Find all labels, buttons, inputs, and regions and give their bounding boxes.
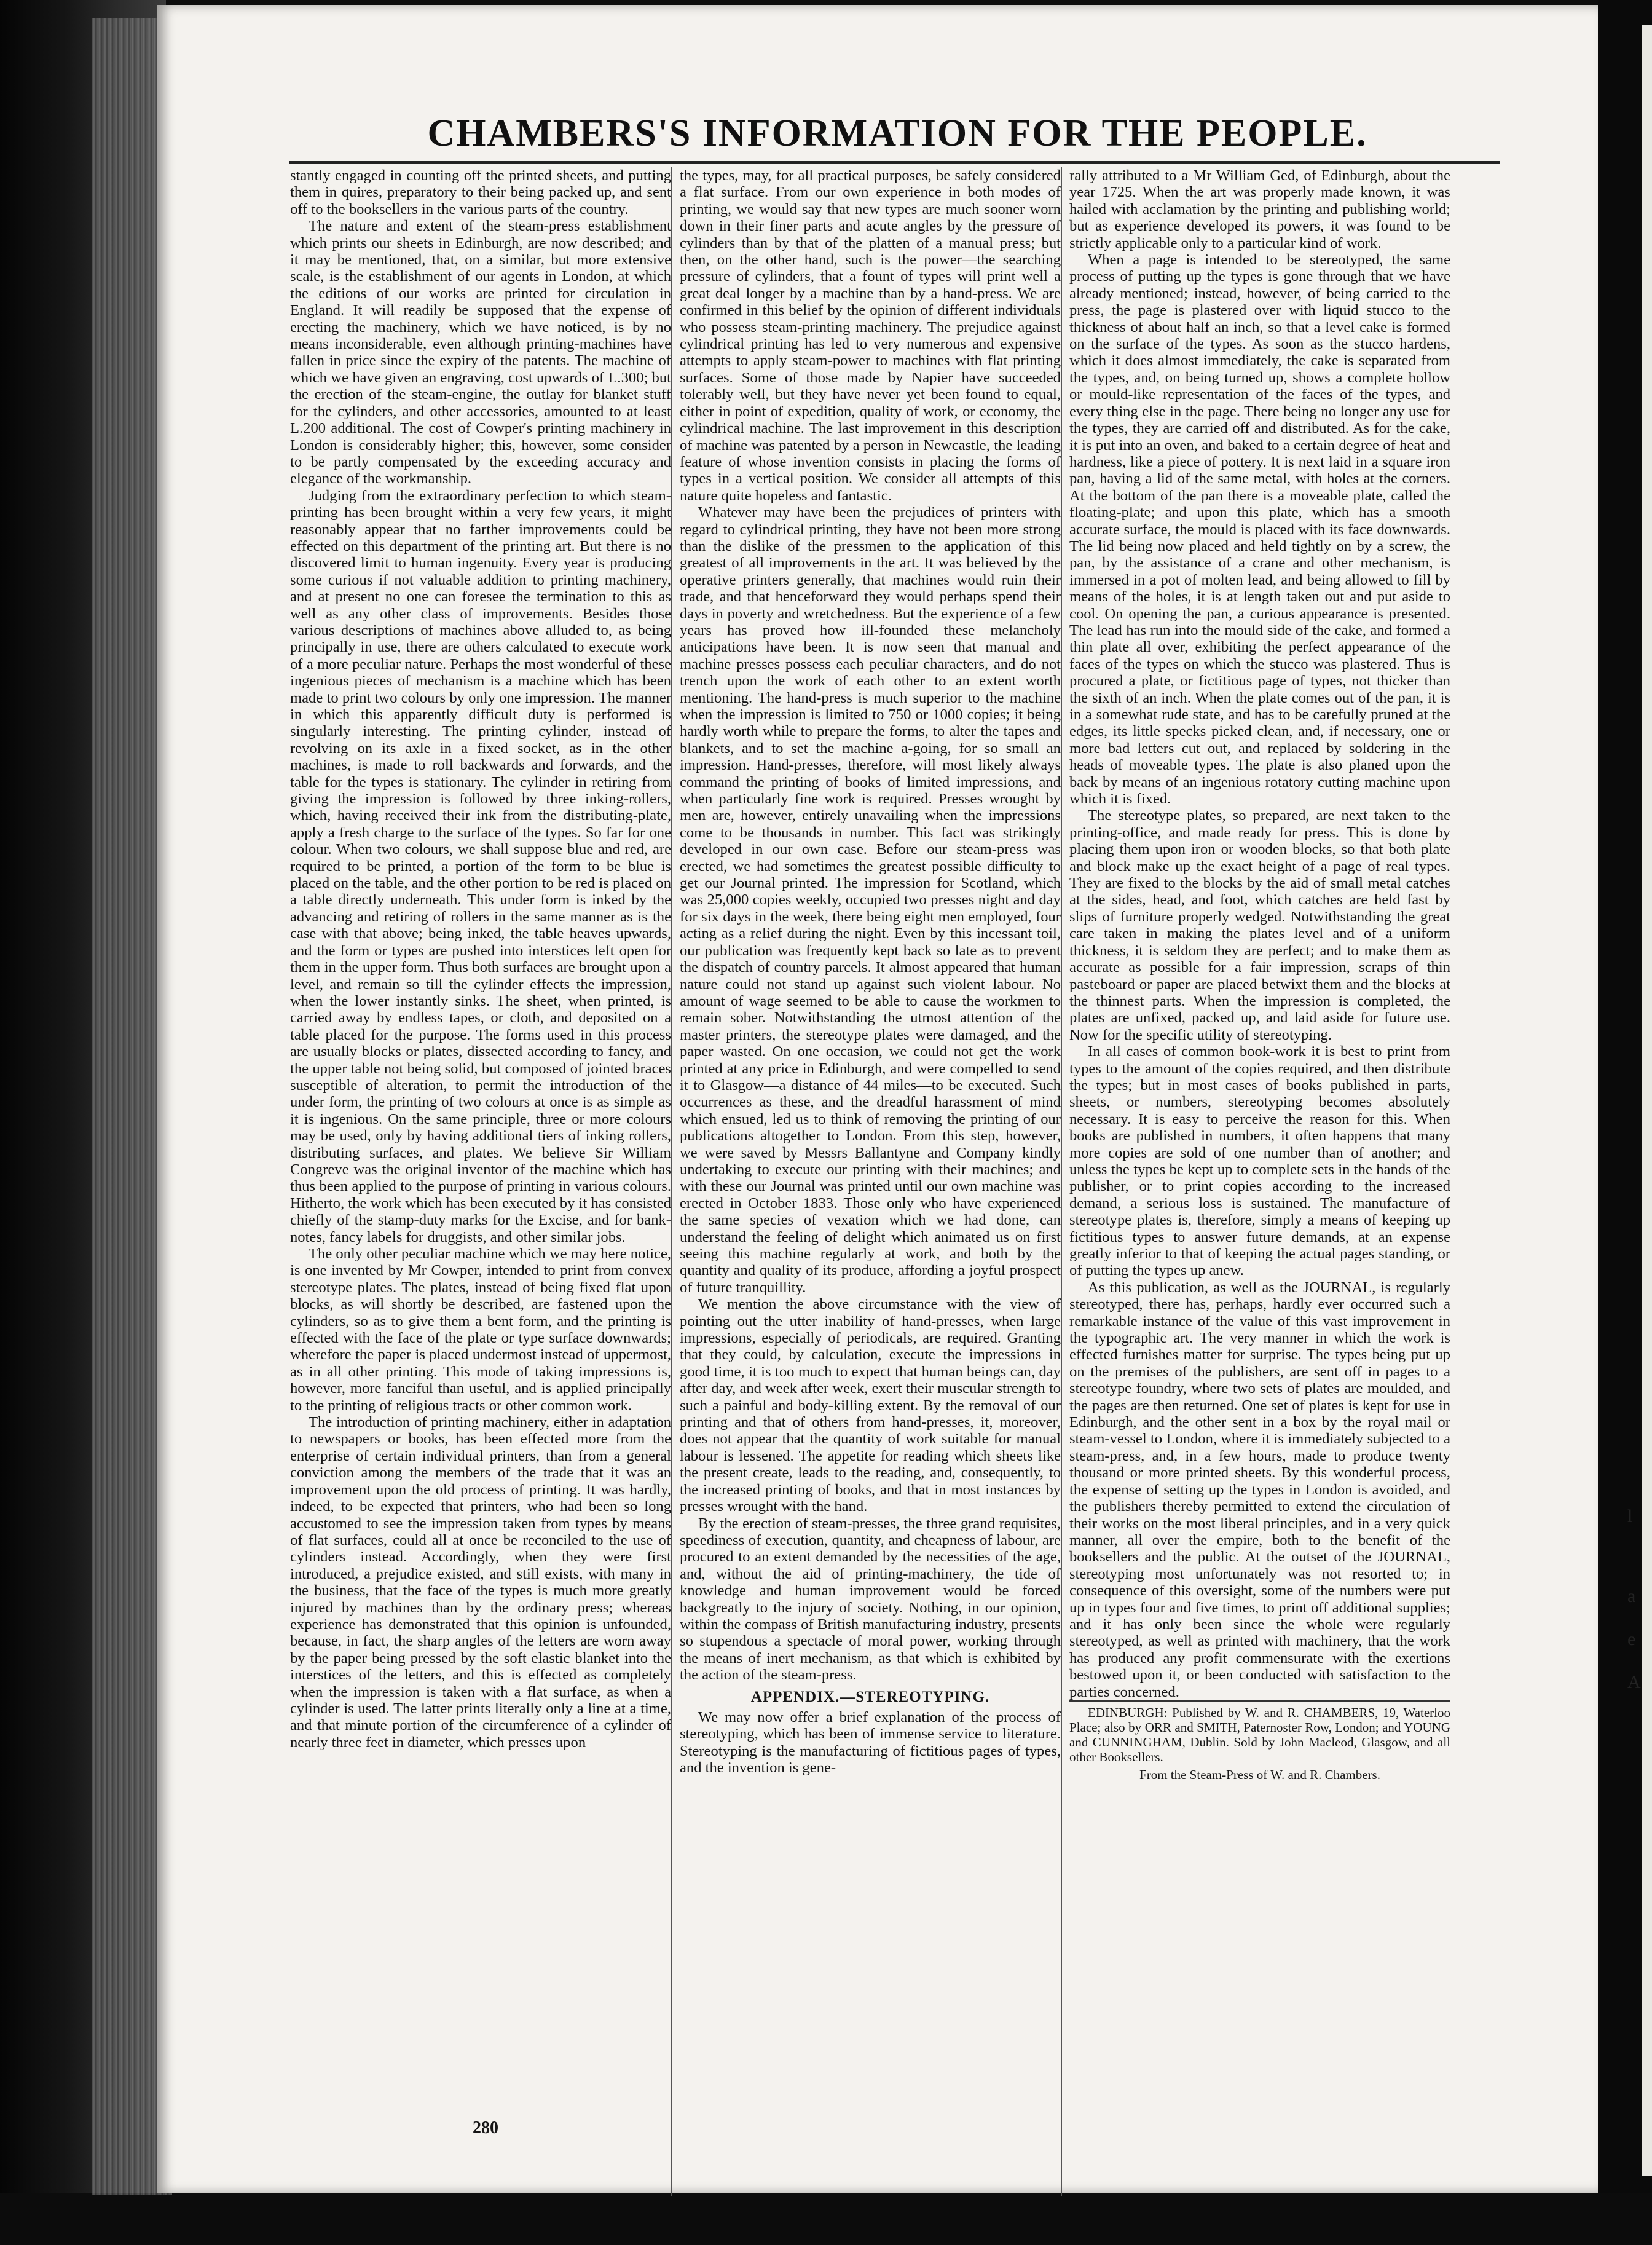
column-rule-1 <box>671 167 672 2196</box>
column-rule-2 <box>1061 167 1062 2196</box>
paragraph: In all cases of common book-work it is best to print from types to the amount of the copies required, and then distribute the types; but in most cases of books published in parts, sheets, or numbers, stereotyping becomes absolutely necessary. It is easy to perceive the reason for this. When books are published in numbers, it often happens that many more copies are sold of one number than of another; and unless the types be kept up to complete sets in the hands of the publisher, or to print copies according to the increased demand, a serious loss is sustained. The manufacture of stereotype plates is, therefore, simply a means of keeping up fictitious types to answer future demands, at an expense greatly inferior to that of keeping the actual pages standing, or of putting the types up anew. <box>1069 1043 1450 1279</box>
appendix-paragraph: We may now offer a brief explanation of the process of stereotyping, which has been of immense service to literature. Stereotyping is the manufacturing of fictitious pages of types, and the invention is gene- <box>680 1708 1061 1777</box>
running-head: CHAMBERS'S INFORMATION FOR THE PEOPLE. <box>427 112 1367 154</box>
paragraph: The only other peculiar machine which we may here notice, is one invented by Mr Cowper, intended to print from convex stereotype plates. The plates, instead of being fixed flat upon blocks, as will shortly be described, are fastened upon the cylinders, so as to give them a bent form, and the printing is effected with the face of the plate or type surface downwards; wherefore the paper is placed undermost instead of uppermost, as in all other printing. This mode of taking impressions is, however, more fanciful than useful, and is applied principally to the printing of religious tracts or other common work. <box>290 1245 671 1414</box>
paragraph: Judging from the extraordinary perfection to which steam-printing has been brought within a very few years, it might reasonably appear that no farther improvements could be effected on this department of the printing art. But there is no discovered limit to human ingenuity. Every year is producing some curious if not valuable addition to printing machinery, and at present no one can foresee the termination to this as well as any other class of improvements. Besides those various descriptions of machines above alluded to, as being principally in use, there are others calculated to execute work of a more peculiar nature. Perhaps the most wonderful of these ingenious pieces of mechanism is a machine which has been made to print two colours by only one impression. The manner in which this apparently difficult duty is performed is singularly interesting. The printing cylinder, instead of revolving on its axle in a fixed socket, as in the other machines, is made to roll backwards and forwards, and the table for the types is stationary. The cylinder in retiring from giving the impression is followed by three inking-rollers, which, having received their ink from the distributing-plate, apply a fresh charge to the surface of the types. So far for one colour. When two colours, we shall suppose blue and red, are required to be printed, a portion of the form to be blue is placed on the table, and the other portion to be red is placed on a table directly underneath. This under form is inked by the advancing and retiring of rollers in the same manner as is the case with that above; being inked, the table heaves upwards, and the form or types are pushed into interstices left open for them in the upper form. Thus both surfaces are brought upon a level, and remain so till the cylinder effects the impression, when the lower instantly sinks. The sheet, when printed, is carried away by endless tapes, or cloth, and deposited on a table placed for the purpose. The forms used in this process are usually blocks or plates, dissected according to fancy, and the upper table not being solid, but composed of jointed braces susceptible of alteration, to permit the introduction of the under form, the printing of two colours at once is as simple as it is ingenious. On the same principle, three or more colours may be used, only by having additional tiers of inking rollers, distributing surfaces, and plates. We believe Sir William Congreve was the original inventor of the machine which has thus been applied to the purpose of printing in various colours. Hitherto, the work which has been executed by it has consisted chiefly of the stamp-duty marks for the Excise, and for bank-notes, fancy labels for druggists, and other similar jobs. <box>290 487 671 1245</box>
page-number: 280 <box>473 2118 498 2137</box>
paragraph: We mention the above circumstance with the view of pointing out the utter inability of hand-presses, when large impressions, especially of periodicals, are required. Granting that they could, by calculation, execute the impressions in good time, it is too much to expect that human beings can, day after day, and week after week, exert their muscular strength to such a painful and body-killing extent. By the removal of our printing and that of others from hand-presses, it, moreover, does not appear that the quantity of work suitable for manual labour is lessened. The appetite for reading which sheets like the present create, leads to the reading, and, consequently, to the increased printing of books, and that in most instances by presses wrought with the hand. <box>680 1296 1061 1515</box>
paragraph: rally attributed to a Mr William Ged, of Edinburgh, about the year 1725. When the art was properly made known, it was hailed with acclamation by the printing and publishing world; but as experience developed its powers, it was found to be strictly applicable only to a particular kind of work. <box>1069 167 1450 251</box>
imprint: EDINBURGH: Published by W. and R. CHAMBERS, 19, Waterloo Place; also by ORR and SMITH, Paternoster Row, London; and YOUNG and CUNNINGHAM, Dublin. Sold by John Macleod, Glasgow, and all other Booksellers. <box>1069 1700 1450 1764</box>
paragraph: The stereotype plates, so prepared, are next taken to the printing-office, and made ready for press. This is done by placing them upon iron or wooden blocks, so that both plate and block make up the exact height of a page of real types. They are fixed to the blocks by the aid of small metal catches at the sides, head, and foot, which catches are held fast by slips of furniture properly wedged. Notwithstanding the great care taken in making the plates level and of a uniform thickness, it is seldom they are perfect; and to make them as accurate as possible for a fair impression, scraps of thin pasteboard or paper are placed betwixt them and the blocks at the thinnest parts. When the impression is completed, the plates are unfixed, packed up, and laid aside for future use. Now for the specific utility of stereotyping. <box>1069 807 1450 1043</box>
head-rule <box>289 161 1500 164</box>
margin-fragment: l <box>1627 1506 1633 1526</box>
column-3 <box>1069 167 1450 2245</box>
paragraph: The nature and extent of the steam-press establishment which prints our sheets in Edinburgh, are now described; and it may be mentioned, that, on a similar, but more extensive scale, is the establishment of our agents in London, at which the editions of our works are printed for circulation in England. It will readily be supposed that the expense of erecting the machinery, which we have noticed, is by no means inconsiderable, even although printing-machines have fallen in price since the expiry of the patents. The machine of which we have given an engraving, cost upwards of L.300; but the erection of the steam-engine, the outlay for blanket stuff for the cylinders, and other accessories, amounted to at least L.200 additional. The cost of Cowper's printing machinery in London is considerably higher; this, however, some consider to be partly compensated by the exceeding accuracy and elegance of the workmanship. <box>290 218 671 487</box>
paragraph: Whatever may have been the prejudices of printers with regard to cylindrical printing, they have not been more strong than the dislike of the pressmen to the application of this greatest of all improvements in the art. It was believed by the operative printers generally, that machines would ruin their trade, and that henceforward they would perhaps spend their days in poverty and wretchedness. But the experience of a few years has proved how ill-founded these melancholy anticipations have been. It is now seen that manual and machine presses possess each peculiar characters, and do not trench upon the work of each other to an extent worth mentioning. The hand-press is much superior to the machine when the impression is limited to 750 or 1000 copies; it being hardly worth while to prepare the forms, to alter the tapes and blankets, and to set the machine a-going, for so small an impression. Hand-presses, therefore, will most likely always command the printing of books of limited impressions, and when particularly fine work is required. Presses wrought by men are, however, entirely unavailing when the impressions come to be thousands in number. This fact was strikingly developed in our own case. Before our steam-press was erected, we had sometimes the greatest possible difficulty to get our Journal printed. The impression for Scotland, which was 25,000 copies weekly, occupied two presses night and day for six days in the week, there being eight men employed, four acting as a relief during the night. Even by this incessant toil, our publication was frequently kept back so late as to prevent the dispatch of country parcels. It almost appeared that human nature could not stand up against such violent labour. No amount of wage seemed to be able to cause the workmen to remain sober. Notwithstanding the utmost attention of the master printers, the stereotype plates were damaged, and the paper wasted. On one occasion, we could not get the work printed at any price in Edinburgh, and were compelled to send it to Glasgow—a distance of 44 miles—to be executed. Such occurrences as these, and the dreadful harassment of mind which ensued, led us to think of removing the printing of our publications altogether to London. From this step, however, we were saved by Messrs Ballantyne and Company kindly undertaking to execute our printing with their machines; and with these our Journal was printed until our own machine was erected in October 1833. Those only who have experienced the same species of vexation which we had done, can understand the feeling of delight which animated us on first seeing this machine regularly at work, and both by the quantity and quality of its produce, affording a joyful prospect of future tranquillity. <box>680 504 1061 1296</box>
appendix-title: APPENDIX.—STEREOTYPING. <box>750 1688 990 1705</box>
column-1 <box>290 167 671 2085</box>
paragraph: the types, may, for all practical purposes, be safely considered a flat surface. From our own experience in both modes of printing, we would say that new types are much sooner worn down in their finer parts and acute angles by the pressure of cylinders than by that of the platten of a manual press; but then, on the other hand, such is the power—the searching pressure of cylinders, that a fount of types will print well a great deal longer by a machine than by a hand-press. We are confirmed in this belief by the opinion of different individuals who possess steam-printing machinery. The prejudice against cylindrical printing has led to very numerous and expensive attempts to apply steam-power to machines with flat printing surfaces. Some of those made by Napier have succeeded tolerably well, but they have never yet been found to equal, either in point of expedition, quality of work, or economy, the cylindrical machine. The last improvement in this description of machine was patented by a person in Newcastle, the leading feature of whose invention consists in placing the forms of types in a vertical position. We consider all attempts of this nature quite hopeless and fantastic. <box>680 167 1061 504</box>
paragraph: When a page is intended to be stereotyped, the same process of putting up the types is gone through that we have already mentioned; instead, however, of being carried to the press, the page is plastered over with liquid stucco to the thickness of about half an inch, so that a level cake is formed on the surface of the types. As soon as the stucco hardens, which it does almost immediately, the cake is separated from the types, and, on being turned up, shows a complete hollow or mould-like representation of the faces of the types, and every thing else in the page. There being no longer any use for the types, they are carried off and distributed. As for the cake, it is put into an oven, and baked to a certain degree of heat and hardness, like a piece of pottery. It is next laid in a square iron pan, having a lid of the same metal, with holes at the corners. At the bottom of the pan there is a moveable plate, called the floating-plate; and upon this plate, which has a smooth accurate surface, the mould is placed with its face downwards. The lid being now placed and held tightly on by a screw, the pan, by the assistance of a crane and other mechanism, is immersed in a pot of molten lead, and being allowed to fill by means of the holes, it is at length taken out and put aside to cool. On opening the pan, a curious appearance is presented. The lead has run into the mould side of the cake, and formed a thin plate all over, exhibiting the perfect appearance of the faces of the types on which the stucco was plastered. Thus is procured a plate, or fictitious page of types, not thicker than the sixth of an inch. When the plate comes out of the pan, it is in a somewhat rude state, and has to be carefully pruned at the edges, its little specks picked clean, and, if necessary, one or more bad letters cut out, and replaced by soldering in the heads of moveable types. The plate is also planed upon the back by means of an ingenious rotatory cutting machine upon which it is fixed. <box>1069 251 1450 808</box>
paragraph: As this publication, as well as the JOURNAL, is regularly stereotyped, there has, perhaps, hardly ever occurred such a remarkable instance of the value of this vast improvement in the typographic art. The very manner in which the work is effected furnishes matter for surprise. The types being put up on the premises of the publishers, are sent off in pages to a stereotype foundry, where two sets of plates are moulded, and the pages are then returned. One set of plates is kept for use in Edinburgh, and the other sent in a box by the royal mail or steam-vessel to London, where it is immediately subjected to a steam-press, and, in a few hours, made to produce twenty thousand or more printed sheets. By this wonderful process, the expense of setting up the types in London is avoided, and the publishers thereby permitted to extend the circulation of their works on the most liberal principles, and in a very quick manner, all over the empire, both to the benefit of the booksellers and the public. At the outset of the JOURNAL, stereotyping most unfortunately was not resorted to; in consequence of this oversight, some of the numbers were put up in types four and five times, to print off additional supplies; and it has only been since the whole were regularly stereotyped, as well as printed with machinery, that the work has produced any profit commensurate with the exertions bestowed upon it, or been conducted with satisfaction to the parties concerned. <box>1069 1279 1450 1700</box>
margin-fragment: a <box>1627 1586 1636 1606</box>
margin-fragment: A <box>1627 1672 1641 1692</box>
margin-fragment: e <box>1627 1629 1636 1649</box>
paragraph: By the erection of steam-presses, the three grand requisites, speediness of execution, quantity, and cheapness of labour, are procured to an extent demanded by the necessities of the age, and, without the aid of printing-machinery, the tide of knowledge and human improvement would be forced backgreatly to the injury of society. Nothing, in our opinion, within the compass of British manufacturing industry, presents so stupendous a spectacle of moral power, working through the means of inert mechanism, as that which is exhibited by the action of the steam-press. <box>680 1515 1061 1684</box>
paragraph: stantly engaged in counting off the printed sheets, and putting them in quires, preparatory to their being packed up, and sent off to the booksellers in the various parts of the country. <box>290 167 671 218</box>
imprint-press-line: From the Steam-Press of W. and R. Chambers. <box>1139 1767 1380 1782</box>
paragraph: The introduction of printing machinery, either in adaptation to newspapers or books, has been effected more from the enterprise of certain individual printers, than from a general conviction among the members of the trade that it was an improvement upon the old process of printing. It was hardly, indeed, to be expected that printers, who had been so long accustomed to see the impression taken from types by means of flat surfaces, could all at once be reconciled to the use of cylinders instead. Accordingly, when they were first introduced, a prejudice existed, and still exists, with many in the business, that the face of the types is much more greatly injured by machines than by the ordinary press; whereas experience has demonstrated that this opinion is unfounded, because, in fact, the sharp angles of the letters are worn away by the paper being pressed by the soft elastic blanket into the interstices of the letters, and this is effected as completely when the impression is taken with a flat surface, as when a cylinder is used. The latter prints literally only a line at a time, and that minute portion of the circumference of a cylinder of nearly three feet in diameter, which presses upon <box>290 1414 671 1751</box>
column-2 <box>680 167 1061 2233</box>
next-page-sliver <box>1642 25 1652 2176</box>
